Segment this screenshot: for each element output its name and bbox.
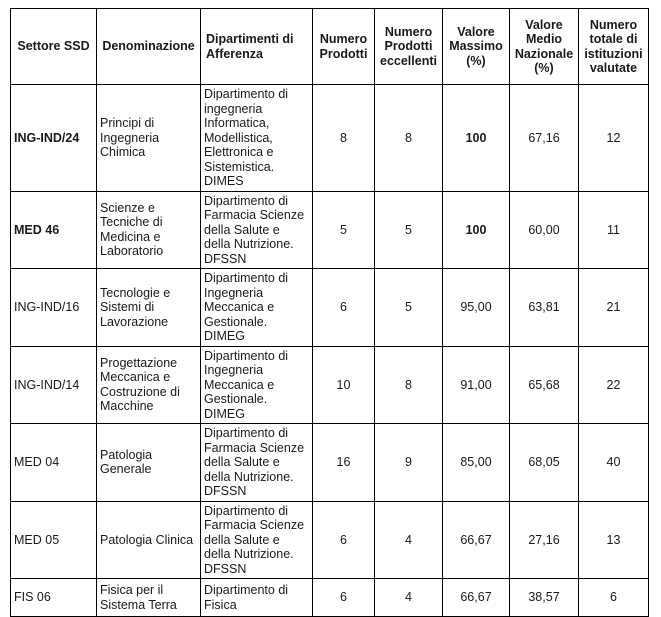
header-valore-medio-nazionale: Valore Medio Nazionale (%) [510, 9, 579, 85]
cell-denominazione: Scienze e Tecniche di Medicina e Laboratorio [97, 191, 201, 269]
header-denominazione: Denominazione [97, 9, 201, 85]
header-settore-ssd: Settore SSD [11, 9, 97, 85]
cell-settore: ING-IND/14 [11, 346, 97, 424]
cell-istituzioni: 13 [579, 501, 649, 579]
cell-valore-massimo: 100 [443, 191, 510, 269]
cell-valore-medio: 68,05 [510, 424, 579, 502]
cell-valore-medio: 60,00 [510, 191, 579, 269]
cell-prodotti-eccellenti: 9 [375, 424, 443, 502]
cell-valore-medio: 27,16 [510, 501, 579, 579]
cell-prodotti-eccellenti: 5 [375, 191, 443, 269]
cell-numero-prodotti: 6 [313, 501, 375, 579]
header-numero-prodotti: Numero Prodotti [313, 9, 375, 85]
table-row [11, 424, 649, 502]
cell-valore-medio: 38,57 [510, 579, 579, 617]
header-dipartimenti-afferenza: Dipartimenti di Afferenza [201, 9, 313, 85]
cell-denominazione: Tecnologie e Sistemi di Lavorazione [97, 269, 201, 347]
cell-valore-medio: 67,16 [510, 85, 579, 192]
cell-numero-prodotti: 6 [313, 579, 375, 617]
cell-denominazione: Principi di Ingegneria Chimica [97, 85, 201, 192]
cell-dipartimento: Dipartimento di Farmacia Scienze della Salute e della Nutrizione. DFSSN [201, 191, 313, 269]
cell-denominazione: Patologia Generale [97, 424, 201, 502]
cell-dipartimento: Dipartimento di Ingegneria Meccanica e Gestionale. DIMEG [201, 269, 313, 347]
cell-denominazione: Progettazione Meccanica e Costruzione di Macchine [97, 346, 201, 424]
header-numero-istituzioni-valutate: Numero totale di istituzioni valutate [579, 9, 649, 85]
cell-prodotti-eccellenti: 5 [375, 269, 443, 347]
cell-valore-massimo: 66,67 [443, 579, 510, 617]
cell-valore-massimo: 91,00 [443, 346, 510, 424]
cell-denominazione: Fisica per il Sistema Terra [97, 579, 201, 617]
cell-istituzioni: 40 [579, 424, 649, 502]
header-valore-massimo: Valore Massimo (%) [443, 9, 510, 85]
table-header-row [11, 9, 649, 85]
cell-valore-massimo: 100 [443, 85, 510, 192]
cell-settore: MED 04 [11, 424, 97, 502]
cell-valore-medio: 65,68 [510, 346, 579, 424]
cell-prodotti-eccellenti: 8 [375, 346, 443, 424]
table-row [11, 191, 649, 269]
cell-prodotti-eccellenti: 4 [375, 579, 443, 617]
cell-prodotti-eccellenti: 4 [375, 501, 443, 579]
cell-prodotti-eccellenti: 8 [375, 85, 443, 192]
cell-settore: MED 46 [11, 191, 97, 269]
cell-numero-prodotti: 10 [313, 346, 375, 424]
cell-dipartimento: Dipartimento di Farmacia Scienze della Salute e della Nutrizione. DFSSN [201, 501, 313, 579]
cell-dipartimento: Dipartimento di ingegneria Informatica, Modellistica, Elettronica e Sistemistica. DIMES [201, 85, 313, 192]
table-row [11, 579, 649, 617]
cell-settore: MED 05 [11, 501, 97, 579]
cell-dipartimento: Dipartimento di Farmacia Scienze della Salute e della Nutrizione. DFSSN [201, 424, 313, 502]
cell-numero-prodotti: 16 [313, 424, 375, 502]
table-row [11, 501, 649, 579]
cell-istituzioni: 12 [579, 85, 649, 192]
cell-dipartimento: Dipartimento di Fisica [201, 579, 313, 617]
cell-numero-prodotti: 6 [313, 269, 375, 347]
table-row [11, 85, 649, 192]
cell-denominazione: Patologia Clinica [97, 501, 201, 579]
cell-valore-medio: 63,81 [510, 269, 579, 347]
cell-istituzioni: 11 [579, 191, 649, 269]
table-row [11, 269, 649, 347]
header-numero-prodotti-eccellenti: Numero Prodotti eccellenti [375, 9, 443, 85]
cell-settore: ING-IND/16 [11, 269, 97, 347]
cell-dipartimento: Dipartimento di Ingegneria Meccanica e Gestionale. DIMEG [201, 346, 313, 424]
cell-valore-massimo: 85,00 [443, 424, 510, 502]
cell-istituzioni: 21 [579, 269, 649, 347]
cell-valore-massimo: 95,00 [443, 269, 510, 347]
cell-settore: ING-IND/24 [11, 85, 97, 192]
cell-numero-prodotti: 5 [313, 191, 375, 269]
cell-numero-prodotti: 8 [313, 85, 375, 192]
cell-valore-massimo: 66,67 [443, 501, 510, 579]
table-row [11, 346, 649, 424]
cell-istituzioni: 22 [579, 346, 649, 424]
ssd-evaluation-table [10, 8, 649, 617]
cell-istituzioni: 6 [579, 579, 649, 617]
cell-settore: FIS 06 [11, 579, 97, 617]
